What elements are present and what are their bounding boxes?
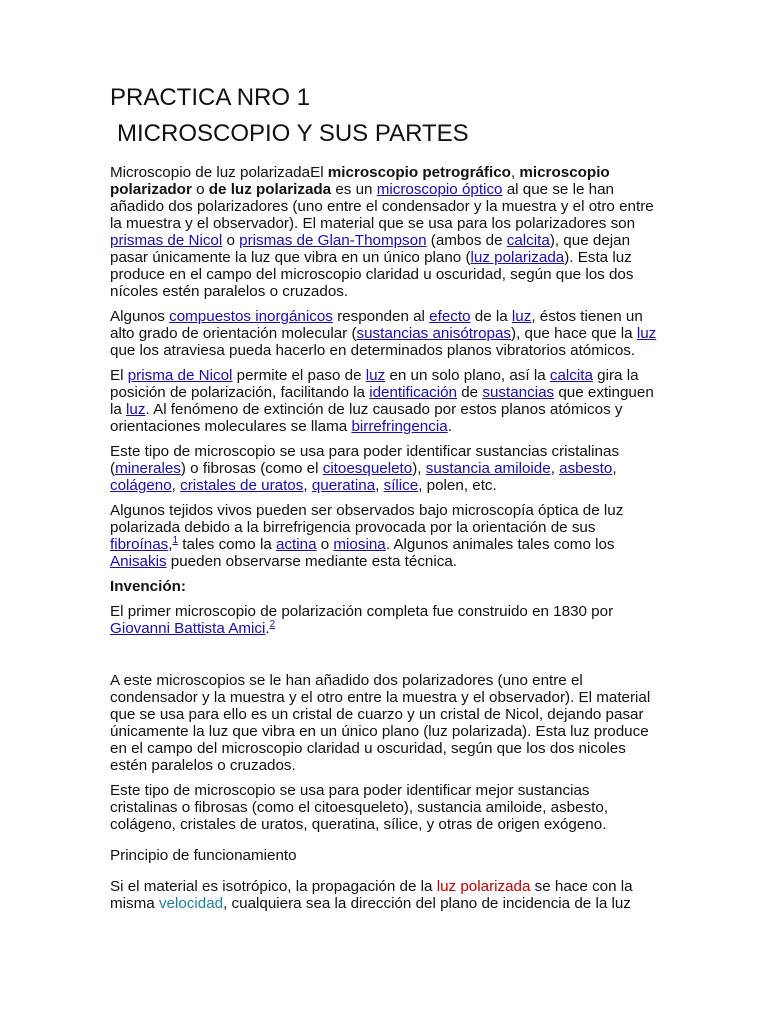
inline-link[interactable]: Anisakis <box>110 553 167 570</box>
inline-link[interactable]: Giovanni Battista Amici <box>110 620 266 637</box>
text-run: pueden observarse mediante esta técnica. <box>166 553 457 570</box>
inline-link[interactable]: sustancias <box>482 384 555 401</box>
inline-link[interactable]: minerales <box>115 460 181 477</box>
text-run: que los atraviesa pueda hacerlo en determinados planos vibratorios atómicos. <box>110 342 636 359</box>
text-run: El <box>110 367 128 384</box>
heading-principio: Principio de funcionamiento <box>110 847 297 864</box>
text-run: Este tipo de microscopio se usa para poder identificar sustancias cristalinas ( <box>110 443 620 477</box>
text-run: ). Esta luz produce en el campo del microscopio claridad u oscuridad, según que los dos nícoles estén paralelos o cruzados. <box>110 249 634 300</box>
text-run: . <box>447 418 452 435</box>
inline-link[interactable]: efecto <box>429 308 471 325</box>
text-run: se hace con la misma <box>110 878 633 912</box>
text-run: ), que hace que la <box>511 325 637 342</box>
text-run: , <box>168 536 173 553</box>
text-run: permite el paso de <box>232 367 366 384</box>
text-run: , polen, etc. <box>418 477 497 494</box>
inline-link[interactable]: birrefringencia <box>351 418 448 435</box>
inline-link[interactable]: luz <box>511 308 532 325</box>
text-run: Microscopio de luz polarizadaEl <box>110 164 328 181</box>
bold-term: microscopio polarizador <box>110 164 610 198</box>
footnote-link[interactable]: 2 <box>269 618 276 630</box>
text-run: Si el material es isotrópico, la propagación de la <box>110 878 437 895</box>
text-run: ), <box>412 460 426 477</box>
footnote-marker <box>270 619 276 630</box>
inline-link[interactable]: compuestos inorgánicos <box>169 308 333 325</box>
text-run: (ambos de <box>426 232 507 249</box>
paragraph-usos <box>110 443 660 494</box>
inline-link[interactable]: miosina <box>333 536 386 553</box>
text-run: , éstos tienen un alto grado de orientación molecular ( <box>110 308 643 342</box>
inline-link[interactable]: luz <box>636 325 657 342</box>
text-run: Algunos tejidos vivos pueden ser observados bajo microscopía óptica de luz polarizada debido a la birrefrigencia provocada por la orientación de sus <box>110 502 624 536</box>
inline-link[interactable]: asbesto <box>559 460 613 477</box>
inline-link[interactable]: fibroínas <box>110 536 169 553</box>
paragraph-invencion <box>110 603 660 637</box>
text-run: Algunos <box>110 308 170 325</box>
text-run: o <box>316 536 334 553</box>
inline-link[interactable]: luz <box>126 401 146 418</box>
paragraph-intro <box>110 164 660 300</box>
inline-link[interactable]: prisma de Nicol <box>127 367 233 384</box>
page-subtitle: MICROSCOPIO Y SUS PARTES <box>117 120 469 147</box>
paragraph-polarizadores: A este microscopios se le han añadido dos polarizadores (uno entre el condensador y la muestra y el otro entre la muestra y el observador). El material que se usa para ello es un cristal de cuarzo y un cristal de Nicol, dejando pasar únicamente la luz que vibra en un único plano (luz polarizada). Esta luz produce en el campo del microscopio claridad u oscuridad, según que los dos nicoles estén paralelos o cruzados. <box>110 672 651 774</box>
inline-link[interactable]: colágeno <box>110 477 172 494</box>
text-run: o <box>222 232 240 249</box>
paragraph-prisma-nicol <box>110 367 660 435</box>
text-run: . Al fenómeno de extinción de luz causado por estos planos atómicos y orientaciones moleculares se llama <box>110 401 623 435</box>
text-run: ) o fibrosas (como el <box>180 460 323 477</box>
text-run: que extinguen la <box>110 384 654 418</box>
heading-invencion: Invención: <box>110 578 186 595</box>
inline-link[interactable]: microscopio óptico <box>376 181 503 198</box>
text-run: , <box>303 477 312 494</box>
inline-link[interactable]: cristales de uratos <box>180 477 304 494</box>
text-run: El primer microscopio de polarización completa fue construido en 1830 por <box>110 603 614 620</box>
paragraph-principio <box>110 878 660 912</box>
text-run: , <box>612 460 617 477</box>
text-run: . <box>265 620 270 637</box>
inline-link[interactable]: luz <box>365 367 386 384</box>
inline-link[interactable]: citoesqueleto <box>322 460 413 477</box>
inline-link[interactable]: sustancia amiloide <box>425 460 551 477</box>
text-run: gira la posición de polarización, facilitando la <box>110 367 639 401</box>
inline-link[interactable]: velocidad <box>158 895 224 912</box>
text-run: , <box>550 460 560 477</box>
inline-link[interactable]: identificación <box>369 384 458 401</box>
document-page <box>110 84 660 920</box>
text-run: o <box>191 181 209 198</box>
text-run: , <box>510 164 520 181</box>
inline-link[interactable]: prismas de Glan-Thompson <box>239 232 427 249</box>
inline-link[interactable]: calcita <box>549 367 593 384</box>
text-run: , <box>375 477 384 494</box>
paragraph-compuestos <box>110 308 660 359</box>
text-run: ), que dejan pasar únicamente la luz que vibra en un único plano ( <box>110 232 631 266</box>
text-run: es un <box>331 181 377 198</box>
inline-link[interactable]: actina <box>275 536 317 553</box>
text-run: de la <box>470 308 512 325</box>
text-run: , cualquiera sea la dirección del plano de incidencia de la luz <box>223 895 631 912</box>
text-run: , <box>171 477 181 494</box>
text-run: al que se le han añadido dos polarizadores (uno entre el condensador y la muestra y el otro entre la muestra y el observador). El material que se usa para los polarizadores son <box>110 181 654 232</box>
text-run: de <box>457 384 483 401</box>
paragraph-identificar: Este tipo de microscopio se usa para poder identificar mejor sustancias cristalinas o fibrosas (como el citoesqueleto), sustancia amiloide, asbesto, colágeno, cristales de uratos, queratina, sílice, y otras de origen exógeno. <box>110 782 609 833</box>
footnote-link[interactable]: 1 <box>172 534 179 546</box>
inline-link[interactable]: prismas de Nicol <box>110 232 223 249</box>
paragraph-tejidos <box>110 502 660 570</box>
inline-link[interactable]: calcita <box>506 232 550 249</box>
inline-link[interactable]: queratina <box>311 477 376 494</box>
inline-link[interactable]: sílice <box>383 477 419 494</box>
bold-term: microscopio petrográfico <box>327 164 511 181</box>
text-run: en un solo plano, así la <box>385 367 550 384</box>
page-title: PRACTICA NRO 1 <box>110 84 311 111</box>
inline-link[interactable]: luz polarizada <box>470 249 565 266</box>
bold-term: de luz polarizada <box>208 181 332 198</box>
inline-link[interactable]: sustancias anisótropas <box>356 325 512 342</box>
spacer <box>110 645 660 672</box>
text-run: . Algunos animales tales como los <box>385 536 615 553</box>
text-run: tales como la <box>178 536 276 553</box>
inline-link[interactable]: luz polarizada <box>436 878 531 895</box>
text-run: responden al <box>332 308 430 325</box>
